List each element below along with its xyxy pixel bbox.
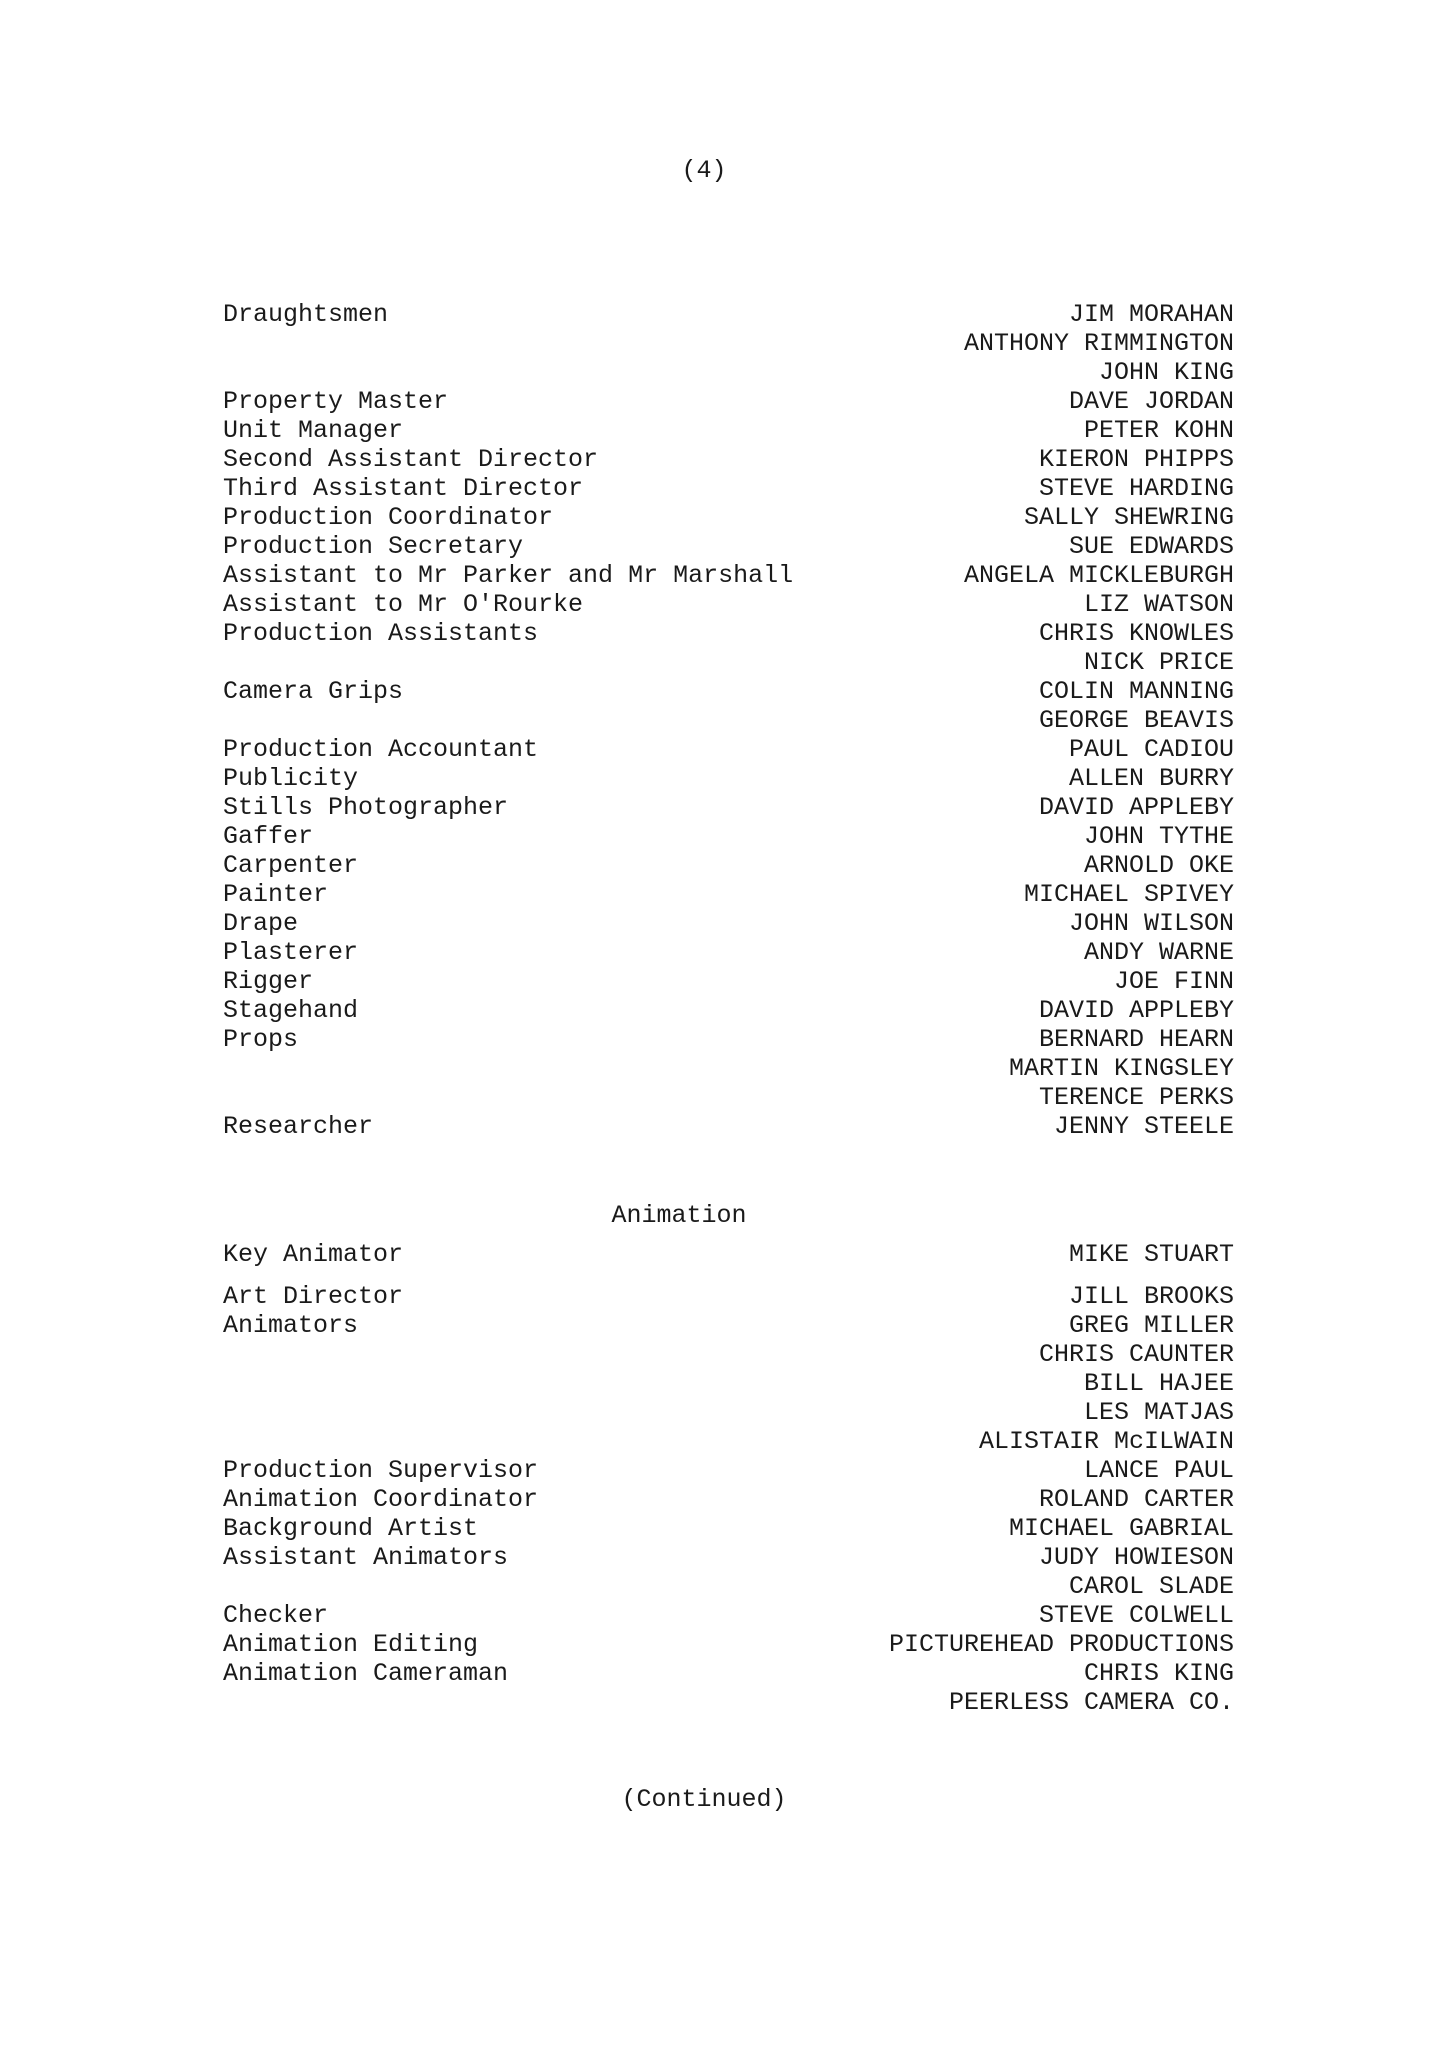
credit-name: DAVE JORDAN [1068, 387, 1234, 416]
credit-role: Researcher [223, 1112, 374, 1141]
credit-name: PAUL CADIOU [1068, 735, 1234, 764]
credit-role: Carpenter [223, 851, 359, 880]
credit-names [1039, 677, 1234, 735]
credit-role: Second Assistant Director [223, 445, 599, 474]
credit-names [889, 1630, 1234, 1659]
credit-name: GEORGE BEAVIS [1038, 706, 1234, 735]
credit-names [1084, 822, 1234, 851]
credit-role: Animators [223, 1311, 359, 1340]
credit-row [223, 1514, 1234, 1543]
credit-role: Animation Coordinator [223, 1485, 539, 1514]
credit-name: STEVE HARDING [1038, 474, 1234, 503]
credit-names [1069, 387, 1234, 416]
credit-names [1039, 793, 1234, 822]
credit-role: Assistant to Mr Parker and Mr Marshall [223, 561, 794, 590]
credit-name: JOHN KING [1098, 358, 1234, 387]
credit-role: Rigger [223, 967, 314, 996]
credit-names [949, 1659, 1234, 1717]
credit-name: BERNARD HEARN [1038, 1025, 1234, 1054]
credit-row [223, 1485, 1234, 1514]
credit-name: JILL BROOKS [1068, 1282, 1234, 1311]
credit-name: JOHN TYTHE [1083, 822, 1234, 851]
credit-name: LES MATJAS [1083, 1398, 1234, 1427]
credit-role: Gaffer [223, 822, 314, 851]
credit-role: Art Director [223, 1282, 404, 1311]
credit-row [223, 387, 1234, 416]
credit-name: SALLY SHEWRING [1023, 503, 1234, 532]
credit-name: BILL HAJEE [1083, 1369, 1234, 1398]
credit-name: JIM MORAHAN [1068, 300, 1234, 329]
credit-row [223, 793, 1234, 822]
credit-names [1084, 590, 1234, 619]
credit-row [223, 880, 1234, 909]
credit-name: MICHAEL GABRIAL [1008, 1514, 1234, 1543]
credit-names [964, 561, 1234, 590]
credit-role: Production Accountant [223, 735, 539, 764]
credit-name: GREG MILLER [1068, 1311, 1234, 1340]
credit-row [223, 764, 1234, 793]
credit-row [223, 996, 1234, 1025]
credit-role: Props [223, 1025, 299, 1054]
credit-names [1084, 416, 1234, 445]
credit-role: Animation Cameraman [223, 1659, 509, 1688]
credit-row [223, 938, 1234, 967]
credit-name: PICTUREHEAD PRODUCTIONS [888, 1630, 1234, 1659]
credit-names [1069, 909, 1234, 938]
credit-row [223, 1025, 1234, 1112]
credit-row [223, 735, 1234, 764]
credit-role: Assistant Animators [223, 1543, 509, 1572]
credit-row [223, 967, 1234, 996]
credit-names [964, 300, 1234, 387]
credit-row [223, 1240, 1234, 1269]
credit-row [223, 1282, 1234, 1311]
credit-name: DAVID APPLEBY [1038, 996, 1234, 1025]
credit-role: Checker [223, 1601, 329, 1630]
credit-role: Draughtsmen [223, 300, 389, 329]
credit-name: MARTIN KINGSLEY [1008, 1054, 1234, 1083]
credit-row [223, 1456, 1234, 1485]
credit-name: DAVID APPLEBY [1038, 793, 1234, 822]
credit-name: ARNOLD OKE [1083, 851, 1234, 880]
credit-row [223, 561, 1234, 590]
credit-name: STEVE COLWELL [1038, 1601, 1234, 1630]
credit-role: Key Animator [223, 1240, 404, 1269]
credit-role: Stills Photographer [223, 793, 509, 822]
credit-role: Property Master [223, 387, 449, 416]
animation-credits-list [223, 1240, 1234, 1717]
credit-role: Drape [223, 909, 299, 938]
animation-section-heading: Animation [611, 1201, 747, 1230]
credit-name: JENNY STEELE [1053, 1112, 1234, 1141]
credit-role: Assistant to Mr O'Rourke [223, 590, 584, 619]
credit-row [223, 503, 1234, 532]
credit-names [979, 1311, 1234, 1456]
credit-role: Production Supervisor [223, 1456, 539, 1485]
credit-row [223, 300, 1234, 387]
credit-names [1009, 1025, 1234, 1112]
credit-name: COLIN MANNING [1038, 677, 1234, 706]
credit-names [1114, 967, 1234, 996]
credit-row [223, 1659, 1234, 1717]
credit-names [1039, 996, 1234, 1025]
credit-row [223, 822, 1234, 851]
credit-names [1039, 619, 1234, 677]
credit-names [1069, 764, 1234, 793]
credit-names [1009, 1514, 1234, 1543]
credit-role: Publicity [223, 764, 359, 793]
credit-row [223, 445, 1234, 474]
credit-row [223, 532, 1234, 561]
credit-names [1069, 735, 1234, 764]
credit-name: ANTHONY RIMMINGTON [963, 329, 1234, 358]
credit-role: Background Artist [223, 1514, 479, 1543]
credit-names [1084, 1456, 1234, 1485]
credit-names [1039, 1601, 1234, 1630]
credit-row [223, 1311, 1234, 1456]
credit-names [1024, 880, 1234, 909]
credit-names [1039, 445, 1234, 474]
credit-name: JOHN WILSON [1068, 909, 1234, 938]
credit-row [223, 416, 1234, 445]
credit-name: NICK PRICE [1083, 648, 1234, 677]
credit-name: ALLEN BURRY [1068, 764, 1234, 793]
credit-name: TERENCE PERKS [1038, 1083, 1234, 1112]
credit-name: SUE EDWARDS [1068, 532, 1234, 561]
credit-name: JUDY HOWIESON [1038, 1543, 1234, 1572]
credit-role: Animation Editing [223, 1630, 479, 1659]
credit-role: Plasterer [223, 938, 359, 967]
credit-names [1039, 474, 1234, 503]
credit-names [1084, 851, 1234, 880]
credit-name: LANCE PAUL [1083, 1456, 1234, 1485]
credit-role: Stagehand [223, 996, 359, 1025]
credit-name: ROLAND CARTER [1038, 1485, 1234, 1514]
credit-row [223, 590, 1234, 619]
credit-names [1039, 1485, 1234, 1514]
credit-role: Unit Manager [223, 416, 404, 445]
credit-name: ANGELA MICKLEBURGH [963, 561, 1234, 590]
credit-name: CHRIS KNOWLES [1038, 619, 1234, 648]
credit-row [223, 1601, 1234, 1630]
credit-names [1069, 1282, 1234, 1311]
credit-names [1054, 1112, 1234, 1141]
credit-name: MICHAEL SPIVEY [1023, 880, 1234, 909]
credit-names [1069, 532, 1234, 561]
credit-names [1039, 1543, 1234, 1601]
credit-name: PETER KOHN [1083, 416, 1234, 445]
credit-name: ANDY WARNE [1083, 938, 1234, 967]
credit-name: CHRIS CAUNTER [1038, 1340, 1234, 1369]
credit-name: PEERLESS CAMERA CO. [948, 1688, 1234, 1717]
credit-name: KIERON PHIPPS [1038, 445, 1234, 474]
credit-role: Third Assistant Director [223, 474, 584, 503]
credit-name: CAROL SLADE [1068, 1572, 1234, 1601]
credit-role: Production Assistants [223, 619, 539, 648]
credit-names [1069, 1240, 1234, 1269]
credit-row [223, 1112, 1234, 1141]
crew-credits-list [223, 300, 1234, 1141]
credit-role: Production Coordinator [223, 503, 554, 532]
credit-row [223, 1630, 1234, 1659]
continued-footer: (Continued) [621, 1785, 787, 1814]
credit-name: JOE FINN [1113, 967, 1234, 996]
credit-name: ALISTAIR McILWAIN [978, 1427, 1234, 1456]
credit-row [223, 1543, 1234, 1601]
credit-name: MIKE STUART [1068, 1240, 1234, 1269]
credit-role: Camera Grips [223, 677, 404, 706]
credit-names [1024, 503, 1234, 532]
credit-role: Painter [223, 880, 329, 909]
credit-role: Production Secretary [223, 532, 524, 561]
credit-names [1084, 938, 1234, 967]
credit-row [223, 474, 1234, 503]
credit-row [223, 909, 1234, 938]
credit-row [223, 851, 1234, 880]
credit-row [223, 619, 1234, 677]
credit-row [223, 677, 1234, 735]
credit-name: LIZ WATSON [1083, 590, 1234, 619]
credit-name: CHRIS KING [1083, 1659, 1234, 1688]
page-number: (4) [681, 156, 727, 185]
